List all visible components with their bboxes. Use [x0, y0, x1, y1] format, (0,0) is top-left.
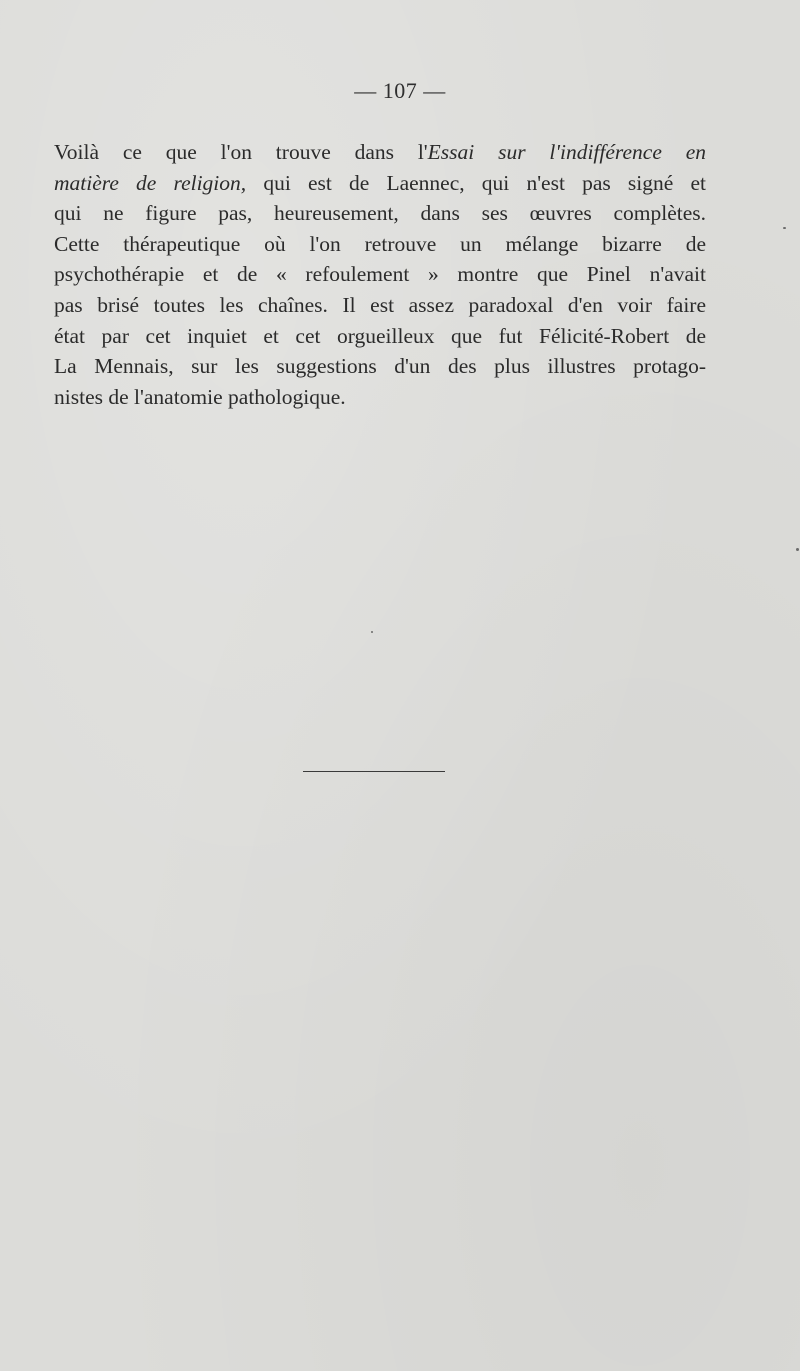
paper-speck — [783, 227, 786, 229]
text-line — [54, 259, 706, 290]
text-run: pas brisé toutes les chaînes. Il est assez paradoxal d'en voir faire — [54, 292, 706, 317]
italic-text: matière de religion, — [54, 170, 247, 195]
text-run: qui ne figure pas, heureusement, dans ses œuvres complètes. — [54, 201, 706, 226]
text-run: La Mennais, sur les suggestions d'un des plus illustres protago- — [54, 354, 706, 379]
text-run: qui est de Laennec, qui n'est pas signé et — [246, 170, 706, 195]
page-number: — 107 — — [354, 78, 446, 103]
section-separator-rule — [303, 771, 445, 772]
text-run: Voilà ce que l'on trouve dans l' — [54, 140, 428, 164]
paper-speck — [796, 548, 799, 551]
text-run: état par cet inquiet et cet orgueilleux que fut Félicité-Robert de — [54, 323, 706, 348]
text-line — [54, 198, 706, 229]
italic-text: Essai sur l'indifférence en — [427, 140, 706, 164]
text-line — [54, 229, 706, 260]
body-paragraph — [54, 137, 706, 412]
text-run: Cette thérapeutique où l'on retrouve un mélange bizarre de — [54, 231, 706, 256]
text-line — [54, 321, 706, 352]
text-run: nistes de l'anatomie pathologique. — [54, 384, 346, 409]
text-line — [54, 290, 706, 321]
text-run: psychothérapie et de « refoulement » montre que Pinel n'avait — [54, 262, 706, 287]
text-line — [54, 351, 706, 382]
paper-speck — [371, 631, 373, 633]
text-line — [54, 137, 706, 168]
text-line — [54, 382, 706, 413]
text-line — [54, 168, 706, 199]
